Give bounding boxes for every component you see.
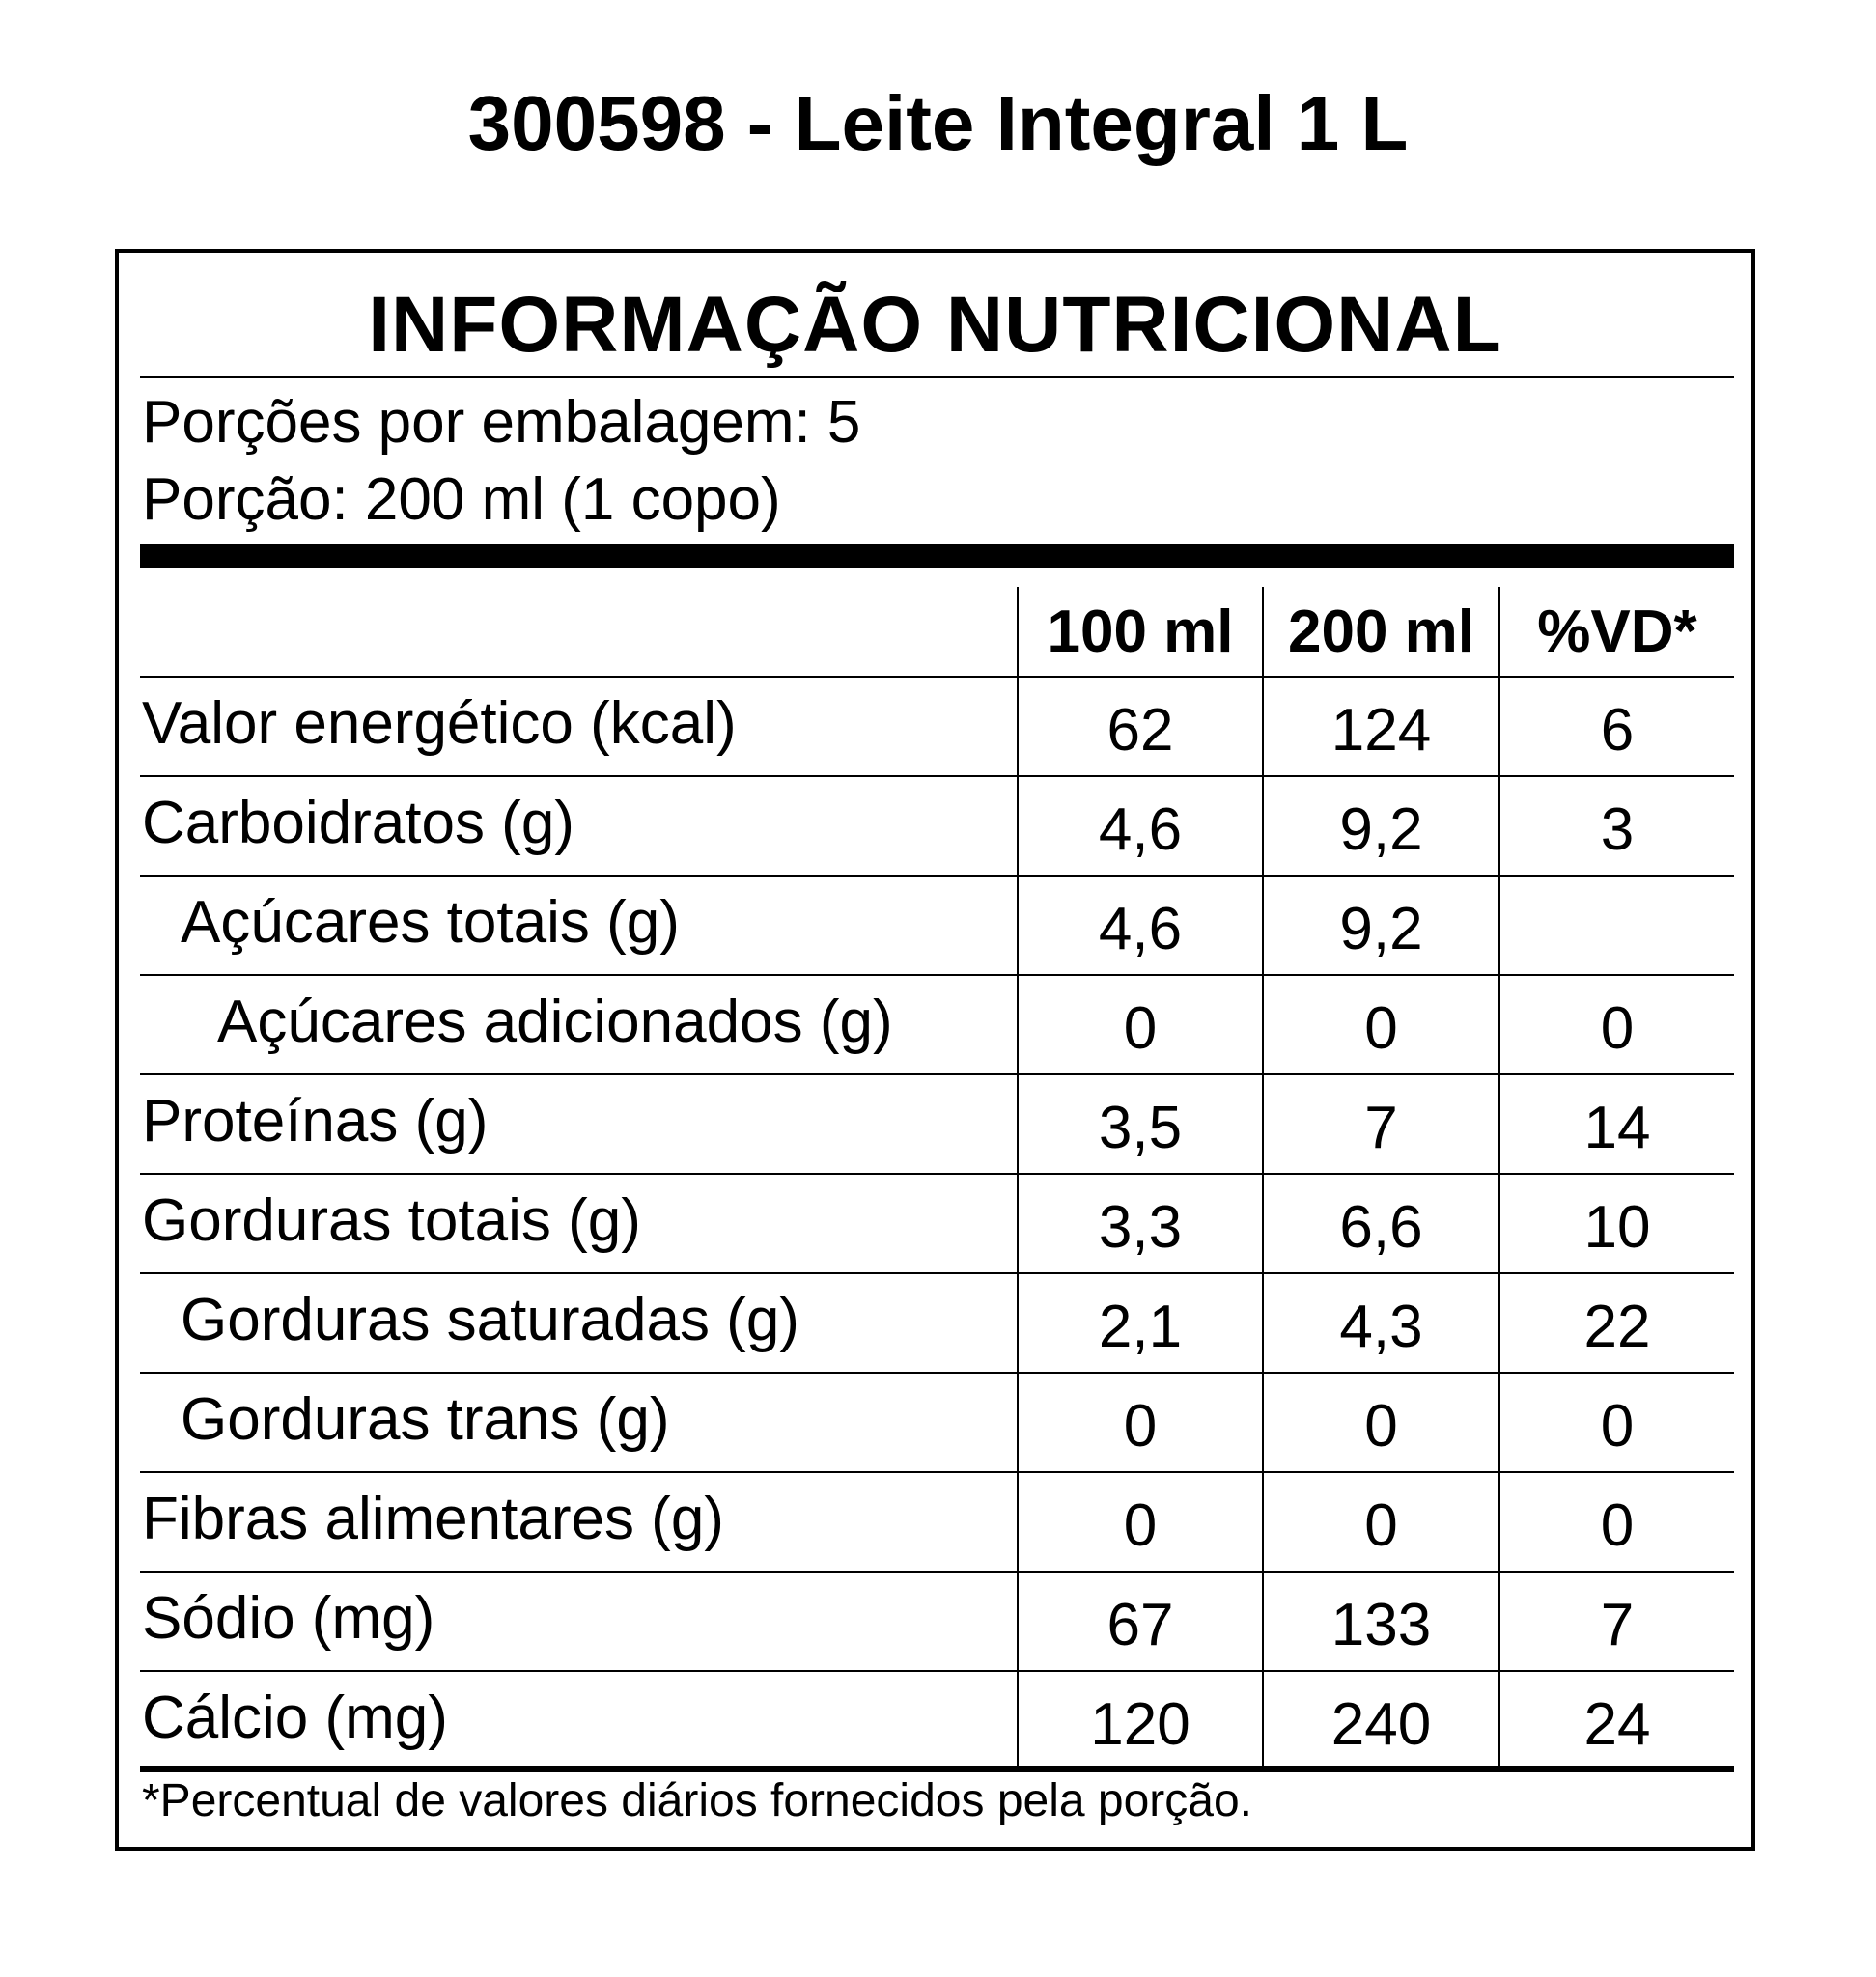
value-200ml: 240 bbox=[1330, 1690, 1432, 1758]
value-vd: 0 bbox=[1600, 1491, 1635, 1559]
divider-under-heading bbox=[140, 376, 1734, 378]
column-header-vd: %VD* bbox=[1537, 599, 1697, 665]
nutrition-facts-label bbox=[115, 249, 1755, 1851]
serving-size: Porção: 200 ml (1 copo) bbox=[142, 466, 781, 533]
table-row bbox=[140, 777, 1734, 877]
column-header-100ml: 100 ml bbox=[1047, 599, 1234, 665]
value-200ml: 7 bbox=[1364, 1094, 1398, 1161]
product-title: 300598 - Leite Integral 1 L bbox=[467, 80, 1409, 166]
value-100ml: 0 bbox=[1123, 1491, 1158, 1559]
thick-divider bbox=[140, 544, 1734, 568]
label-heading: INFORMAÇÃO NUTRICIONAL bbox=[368, 281, 1502, 369]
value-100ml: 120 bbox=[1090, 1690, 1190, 1758]
value-vd: 10 bbox=[1583, 1193, 1651, 1261]
value-200ml: 9,2 bbox=[1339, 895, 1423, 962]
value-100ml: 2,1 bbox=[1098, 1293, 1183, 1360]
table-row bbox=[140, 1374, 1734, 1473]
value-vd: 22 bbox=[1583, 1293, 1651, 1360]
table-row bbox=[140, 1473, 1734, 1573]
value-vd: 0 bbox=[1600, 1392, 1635, 1460]
value-200ml: 0 bbox=[1364, 994, 1398, 1062]
nutrient-name: Gorduras totais (g) bbox=[142, 1186, 641, 1254]
value-100ml: 67 bbox=[1106, 1591, 1174, 1658]
value-200ml: 0 bbox=[1364, 1392, 1398, 1460]
value-200ml: 0 bbox=[1364, 1491, 1398, 1559]
table-row bbox=[140, 1573, 1734, 1672]
nutrient-name: Açúcares totais (g) bbox=[181, 888, 680, 956]
table-row bbox=[140, 976, 1734, 1075]
value-vd: 3 bbox=[1600, 795, 1635, 863]
table-row bbox=[140, 1672, 1734, 1771]
table-row bbox=[140, 1175, 1734, 1274]
table-row bbox=[140, 678, 1734, 777]
value-100ml: 3,3 bbox=[1098, 1193, 1183, 1261]
nutrient-name: Valor energético (kcal) bbox=[142, 689, 737, 757]
value-100ml: 62 bbox=[1106, 696, 1174, 764]
table-row bbox=[140, 1274, 1734, 1374]
value-vd: 6 bbox=[1600, 696, 1635, 764]
footnote: *Percentual de valores diários fornecidos pela porção. bbox=[142, 1775, 1253, 1826]
servings-per-package: Porções por embalagem: 5 bbox=[142, 389, 861, 456]
nutrient-name: Gorduras saturadas (g) bbox=[181, 1286, 799, 1353]
value-100ml: 4,6 bbox=[1098, 795, 1183, 863]
value-200ml: 124 bbox=[1330, 696, 1432, 764]
value-200ml: 133 bbox=[1330, 1591, 1432, 1658]
value-100ml: 0 bbox=[1123, 994, 1158, 1062]
nutrient-name: Proteínas (g) bbox=[142, 1087, 489, 1155]
column-header-200ml: 200 ml bbox=[1287, 599, 1475, 665]
table-row bbox=[140, 1075, 1734, 1175]
table-row bbox=[140, 877, 1734, 976]
nutrient-name: Sódio (mg) bbox=[142, 1584, 435, 1652]
value-200ml: 6,6 bbox=[1339, 1193, 1423, 1261]
value-200ml: 4,3 bbox=[1339, 1293, 1423, 1360]
value-100ml: 3,5 bbox=[1098, 1094, 1183, 1161]
nutrient-name: Fibras alimentares (g) bbox=[142, 1485, 724, 1552]
value-vd: 7 bbox=[1600, 1591, 1635, 1658]
value-vd: 14 bbox=[1583, 1094, 1651, 1161]
value-100ml: 4,6 bbox=[1098, 895, 1183, 962]
value-vd bbox=[1500, 877, 1734, 976]
nutrient-name: Gorduras trans (g) bbox=[181, 1385, 670, 1453]
nutrient-name: Açúcares adicionados (g) bbox=[217, 988, 893, 1055]
nutrient-name: Cálcio (mg) bbox=[142, 1684, 448, 1751]
nutrient-name: Carboidratos (g) bbox=[142, 789, 574, 856]
value-vd: 24 bbox=[1583, 1690, 1651, 1758]
value-vd: 0 bbox=[1600, 994, 1635, 1062]
bottom-divider bbox=[140, 1766, 1734, 1772]
value-200ml: 9,2 bbox=[1339, 795, 1423, 863]
value-100ml: 0 bbox=[1123, 1392, 1158, 1460]
